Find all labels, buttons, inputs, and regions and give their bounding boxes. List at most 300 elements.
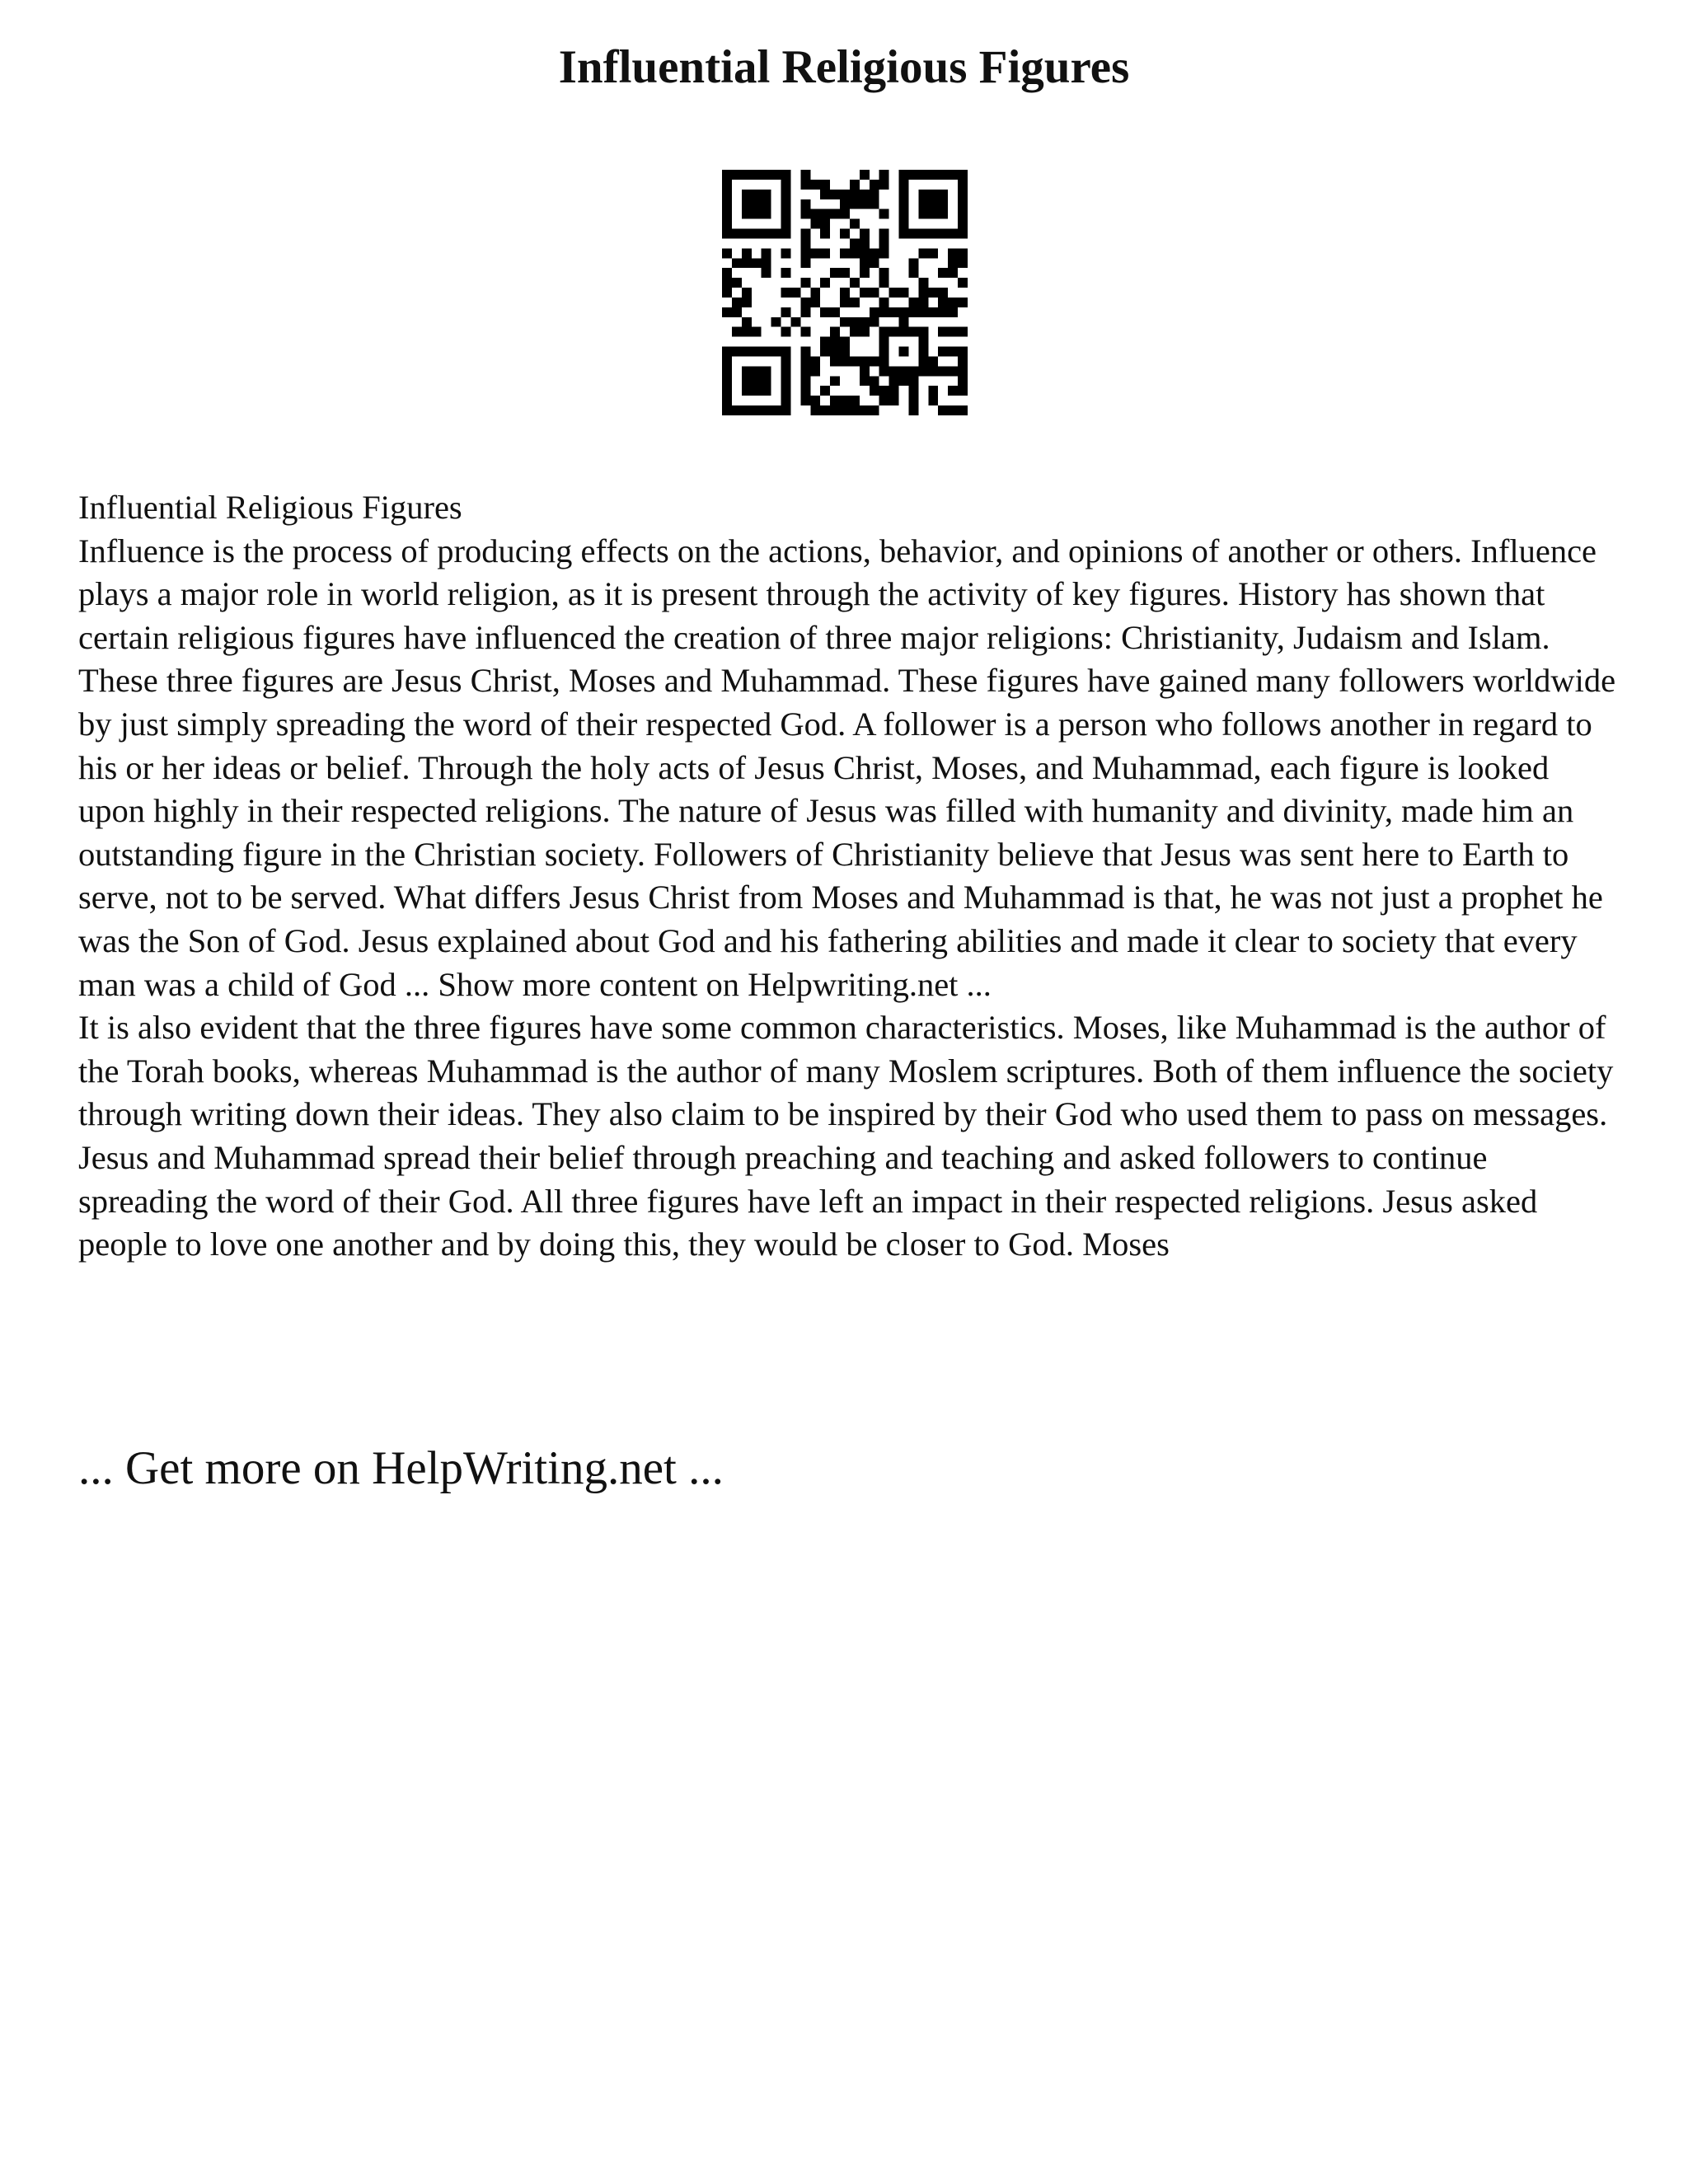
qr-module — [742, 317, 752, 327]
article-heading: Influential Religious Figures — [78, 489, 462, 526]
qr-module — [781, 229, 791, 239]
qr-module — [762, 190, 771, 199]
qr-module — [781, 376, 791, 386]
qr-module — [820, 229, 830, 239]
qr-module — [732, 170, 742, 180]
qr-module — [752, 229, 762, 239]
qr-module — [860, 376, 870, 386]
qr-module — [762, 209, 771, 219]
qr-module — [948, 405, 958, 415]
qr-module — [840, 405, 850, 415]
qr-module — [732, 405, 742, 415]
qr-module — [899, 376, 909, 386]
qr-module — [810, 298, 820, 307]
qr-module — [879, 278, 889, 288]
qr-module — [752, 405, 762, 415]
qr-module — [732, 327, 742, 337]
qr-module — [810, 288, 820, 298]
qr-module — [899, 170, 909, 180]
qr-module — [810, 209, 820, 219]
qr-module — [938, 229, 948, 239]
qr-module — [810, 219, 820, 229]
qr-module — [732, 229, 742, 239]
qr-module — [928, 288, 938, 298]
qr-module — [840, 347, 850, 357]
qr-module — [742, 347, 752, 357]
qr-module — [762, 347, 771, 357]
qr-module — [771, 405, 781, 415]
qr-module — [722, 278, 732, 288]
qr-module — [918, 248, 928, 258]
qr-module — [928, 229, 938, 239]
qr-module — [790, 288, 800, 298]
qr-module — [820, 386, 830, 396]
qr-module — [820, 219, 830, 229]
qr-module — [899, 190, 909, 199]
qr-module — [800, 209, 810, 219]
qr-module — [860, 238, 870, 248]
qr-module — [722, 288, 732, 298]
qr-module — [732, 307, 742, 317]
qr-module — [958, 366, 968, 376]
qr-module — [742, 288, 752, 298]
qr-module — [870, 307, 879, 317]
qr-module — [810, 356, 820, 366]
qr-module — [781, 248, 791, 258]
qr-module — [800, 258, 810, 268]
qr-module — [820, 209, 830, 219]
qr-module — [938, 405, 948, 415]
qr-module — [938, 307, 948, 317]
qr-module — [752, 327, 762, 337]
qr-module — [958, 258, 968, 268]
article-paragraph: It is also evident that the three figures have some common characteristics. Moses, like Muhammad is the author of the Torah books, whereas Muhammad is the author of many Moslem scriptures. Both of them influence the society through writing down their ideas. They also claim to be inspired by their God who used them to pass on messages. Jesus and Muhammad spread their belief through preaching and teaching and asked followers to continue spreading the word of their God. All three figures have left an impact in their respected religions. Jesus asked people to love one another and by doing this, they would be closer to God. Moses — [78, 1009, 1614, 1263]
qr-module — [860, 248, 870, 258]
qr-module — [752, 209, 762, 219]
qr-module — [899, 209, 909, 219]
qr-module — [938, 199, 948, 209]
qr-module — [938, 268, 948, 278]
qr-module — [722, 170, 732, 180]
qr-module — [781, 180, 791, 190]
qr-module — [722, 376, 732, 386]
qr-module — [742, 248, 752, 258]
qr-module — [860, 190, 870, 199]
qr-module — [870, 248, 879, 258]
qr-module — [938, 288, 948, 298]
qr-module — [850, 219, 860, 229]
qr-module — [879, 298, 889, 307]
qr-module — [830, 209, 840, 219]
qr-module — [742, 405, 752, 415]
qr-module — [870, 190, 879, 199]
qr-module — [810, 180, 820, 190]
qr-module — [810, 405, 820, 415]
qr-module — [879, 337, 889, 347]
qr-module — [889, 386, 899, 396]
qr-module — [820, 337, 830, 347]
qr-module — [781, 396, 791, 405]
qr-module — [958, 229, 968, 239]
qr-module — [948, 327, 958, 337]
qr-module — [918, 356, 928, 366]
qr-module — [908, 268, 918, 278]
qr-module — [752, 347, 762, 357]
qr-module — [781, 307, 791, 317]
qr-module — [820, 190, 830, 199]
qr-module — [938, 190, 948, 199]
qr-module — [840, 248, 850, 258]
qr-module — [948, 366, 958, 376]
qr-module — [860, 170, 870, 180]
qr-module — [908, 258, 918, 268]
qr-module — [860, 288, 870, 298]
qr-module — [742, 386, 752, 396]
qr-module — [879, 307, 889, 317]
qr-module — [781, 366, 791, 376]
qr-module — [742, 258, 752, 268]
qr-module — [870, 258, 879, 268]
qr-module — [850, 327, 860, 337]
qr-module — [810, 396, 820, 405]
qr-module — [830, 405, 840, 415]
qr-module — [928, 356, 938, 366]
qr-module — [781, 356, 791, 366]
qr-module — [879, 170, 889, 180]
qr-module — [958, 405, 968, 415]
qr-module — [742, 170, 752, 180]
qr-module — [958, 298, 968, 307]
qr-module — [781, 199, 791, 209]
qr-module — [918, 199, 928, 209]
qr-module — [908, 366, 918, 376]
qr-module — [938, 366, 948, 376]
qr-module — [840, 337, 850, 347]
qr-module — [899, 199, 909, 209]
article-body — [78, 486, 1620, 1267]
qr-module — [722, 199, 732, 209]
qr-module — [732, 258, 742, 268]
qr-module — [879, 366, 889, 376]
qr-module — [830, 376, 840, 386]
qr-module — [928, 386, 938, 396]
qr-module — [908, 376, 918, 386]
qr-module — [820, 248, 830, 258]
qr-module — [879, 386, 889, 396]
qr-module — [850, 248, 860, 258]
qr-module — [938, 327, 948, 337]
qr-module — [850, 298, 860, 307]
qr-module — [722, 396, 732, 405]
qr-module — [742, 366, 752, 376]
qr-module — [928, 396, 938, 405]
qr-module — [879, 238, 889, 248]
qr-module — [762, 268, 771, 278]
qr-module — [870, 199, 879, 209]
qr-module — [732, 278, 742, 288]
qr-module — [840, 199, 850, 209]
qr-module — [752, 366, 762, 376]
qr-module — [722, 248, 732, 258]
qr-module — [958, 347, 968, 357]
qr-module — [899, 288, 909, 298]
qr-module — [908, 386, 918, 396]
qr-module — [830, 327, 840, 337]
qr-module — [771, 317, 781, 327]
qr-module — [781, 405, 791, 415]
qr-module — [722, 356, 732, 366]
qr-module — [889, 396, 899, 405]
qr-module — [879, 268, 889, 278]
qr-module — [860, 356, 870, 366]
qr-module — [918, 229, 928, 239]
qr-module — [722, 347, 732, 357]
qr-module — [800, 199, 810, 209]
qr-module — [800, 307, 810, 317]
qr-module — [722, 405, 732, 415]
qr-module — [908, 229, 918, 239]
qr-module — [918, 288, 928, 298]
qr-module — [958, 386, 968, 396]
qr-module — [800, 376, 810, 386]
qr-module — [810, 248, 820, 258]
qr-module — [722, 209, 732, 219]
qr-module — [899, 229, 909, 239]
qr-module — [771, 229, 781, 239]
qr-module — [840, 209, 850, 219]
qr-module — [860, 258, 870, 268]
qr-module — [742, 327, 752, 337]
qr-module — [938, 298, 948, 307]
qr-module — [742, 209, 752, 219]
qr-module — [781, 268, 791, 278]
qr-module — [899, 180, 909, 190]
qr-module — [918, 307, 928, 317]
page-title: Influential Religious Figures — [558, 41, 1130, 93]
get-more-link[interactable]: ... Get more on HelpWriting.net ... — [78, 1442, 724, 1494]
qr-module — [800, 170, 810, 180]
qr-module — [820, 307, 830, 317]
qr-module — [850, 199, 860, 209]
qr-module — [948, 347, 958, 357]
qr-module — [742, 199, 752, 209]
qr-module — [800, 396, 810, 405]
qr-module — [958, 180, 968, 190]
qr-module — [918, 327, 928, 337]
qr-module — [908, 405, 918, 415]
qr-module — [781, 170, 791, 180]
qr-module — [938, 347, 948, 357]
qr-module — [870, 405, 879, 415]
qr-module — [918, 190, 928, 199]
qr-module — [860, 199, 870, 209]
qr-module — [850, 396, 860, 405]
qr-module — [928, 307, 938, 317]
qr-module — [820, 405, 830, 415]
qr-module — [722, 366, 732, 376]
qr-module — [889, 288, 899, 298]
qr-module — [908, 396, 918, 405]
qr-module — [958, 278, 968, 288]
qr-module — [742, 190, 752, 199]
qr-module — [958, 356, 968, 366]
qr-module — [948, 248, 958, 258]
qr-module — [879, 209, 889, 219]
qr-module — [918, 278, 928, 288]
qr-module — [781, 190, 791, 199]
qr-module — [840, 268, 850, 278]
qr-module — [938, 209, 948, 219]
qr-module — [722, 386, 732, 396]
qr-module — [781, 219, 791, 229]
qr-module — [918, 337, 928, 347]
qr-module — [908, 327, 918, 337]
qr-module — [800, 180, 810, 190]
qr-module — [840, 396, 850, 405]
qr-module — [948, 386, 958, 396]
qr-module — [800, 238, 810, 248]
qr-module — [908, 170, 918, 180]
qr-module — [918, 366, 928, 376]
qr-module — [752, 258, 762, 268]
qr-module — [820, 278, 830, 288]
qr-module — [889, 327, 899, 337]
qr-module — [879, 396, 889, 405]
qr-module — [771, 347, 781, 357]
qr-module — [958, 170, 968, 180]
qr-module — [771, 170, 781, 180]
qr-module — [948, 298, 958, 307]
qr-module — [790, 317, 800, 327]
qr-module — [722, 219, 732, 229]
qr-module — [722, 180, 732, 190]
qr-module — [800, 298, 810, 307]
qr-module — [762, 170, 771, 180]
qr-module — [899, 366, 909, 376]
qr-module — [879, 180, 889, 190]
qr-module — [879, 229, 889, 239]
qr-module — [958, 327, 968, 337]
qr-module — [928, 199, 938, 209]
qr-module — [830, 356, 840, 366]
article-paragraph: Influence is the process of producing effects on the actions, behavior, and opinions of another or others. Influence plays a major role in world religion, as it is present through the activity of key figures. History has shown that certain religious figures have influenced the creation of three major religions: Christianity, Judaism and Islam. These three figures are Jesus Christ, Moses and Muhammad. These figures have gained many followers worldwide by just simply spreading the word of their respected God. A follower is a person who follows another in regard to his or her ideas or belief. Through the holy acts of Jesus Christ, Moses, and Muhammad, each figure is looked upon highly in their respected religions. The nature of Jesus was filled with humanity and divinity, made him an outstanding figure in the Christian society. Followers of Christianity believe that Jesus was sent here to Earth to serve, not to be served. What differs Jesus Christ from Moses and Muhammad is that, he was not just a prophet he was the Son of God. Jesus explained about God and his fathering abilities and made it clear to society that every man was a child of God ... Show more content on Helpwriting.net ... — [78, 532, 1616, 1003]
qr-module — [860, 268, 870, 278]
qr-module — [870, 376, 879, 386]
qr-module — [800, 386, 810, 396]
qr-module — [850, 238, 860, 248]
qr-module — [830, 268, 840, 278]
qr-module — [840, 288, 850, 298]
qr-module — [820, 180, 830, 190]
qr-module — [840, 317, 850, 327]
qr-module — [830, 190, 840, 199]
qr-module — [850, 317, 860, 327]
qr-module — [762, 376, 771, 386]
qr-module — [850, 180, 860, 190]
qr-module — [781, 327, 791, 337]
qr-module — [850, 356, 860, 366]
qr-module — [860, 366, 870, 376]
qr-module — [958, 209, 968, 219]
qr-module — [879, 327, 889, 337]
qr-module — [840, 190, 850, 199]
qr-module — [899, 327, 909, 337]
qr-module — [762, 366, 771, 376]
qr-module — [958, 190, 968, 199]
qr-module — [948, 229, 958, 239]
qr-module — [732, 347, 742, 357]
qr-module — [850, 405, 860, 415]
qr-module — [752, 386, 762, 396]
qr-module — [781, 288, 791, 298]
qr-module — [762, 248, 771, 258]
qr-module — [840, 356, 850, 366]
qr-module — [742, 298, 752, 307]
qr-module — [781, 209, 791, 219]
qr-module — [948, 170, 958, 180]
qr-module — [860, 229, 870, 239]
qr-module — [870, 180, 879, 190]
qr-module — [800, 278, 810, 288]
qr-module — [918, 347, 928, 357]
qr-module — [800, 366, 810, 376]
qr-module — [899, 219, 909, 229]
qr-module — [948, 268, 958, 278]
qr-module — [850, 190, 860, 199]
qr-module — [800, 248, 810, 258]
qr-module — [908, 298, 918, 307]
qr-code-icon — [722, 170, 968, 415]
qr-module — [928, 209, 938, 219]
qr-module — [889, 376, 899, 386]
qr-module — [958, 219, 968, 229]
qr-module — [742, 229, 752, 239]
qr-module — [918, 170, 928, 180]
qr-module — [840, 298, 850, 307]
qr-module — [918, 298, 928, 307]
qr-module — [732, 298, 742, 307]
qr-module — [860, 327, 870, 337]
qr-module — [918, 209, 928, 219]
qr-module — [830, 347, 840, 357]
qr-module — [928, 366, 938, 376]
qr-module — [928, 248, 938, 258]
qr-module — [800, 347, 810, 357]
qr-module — [958, 248, 968, 258]
qr-module — [870, 356, 879, 366]
qr-module — [860, 317, 870, 327]
qr-module — [870, 317, 879, 327]
qr-module — [958, 376, 968, 386]
qr-module — [762, 386, 771, 396]
qr-module — [948, 258, 958, 268]
qr-module — [800, 327, 810, 337]
qr-module — [800, 229, 810, 239]
qr-module — [850, 278, 860, 288]
qr-module — [752, 170, 762, 180]
qr-module — [722, 307, 732, 317]
qr-module — [752, 376, 762, 386]
qr-module — [762, 258, 771, 268]
qr-module — [762, 405, 771, 415]
qr-module — [752, 190, 762, 199]
qr-module — [830, 307, 840, 317]
qr-module — [879, 248, 889, 258]
qr-module — [752, 199, 762, 209]
qr-module — [889, 307, 899, 317]
qr-module — [781, 347, 791, 357]
qr-module — [870, 386, 879, 396]
